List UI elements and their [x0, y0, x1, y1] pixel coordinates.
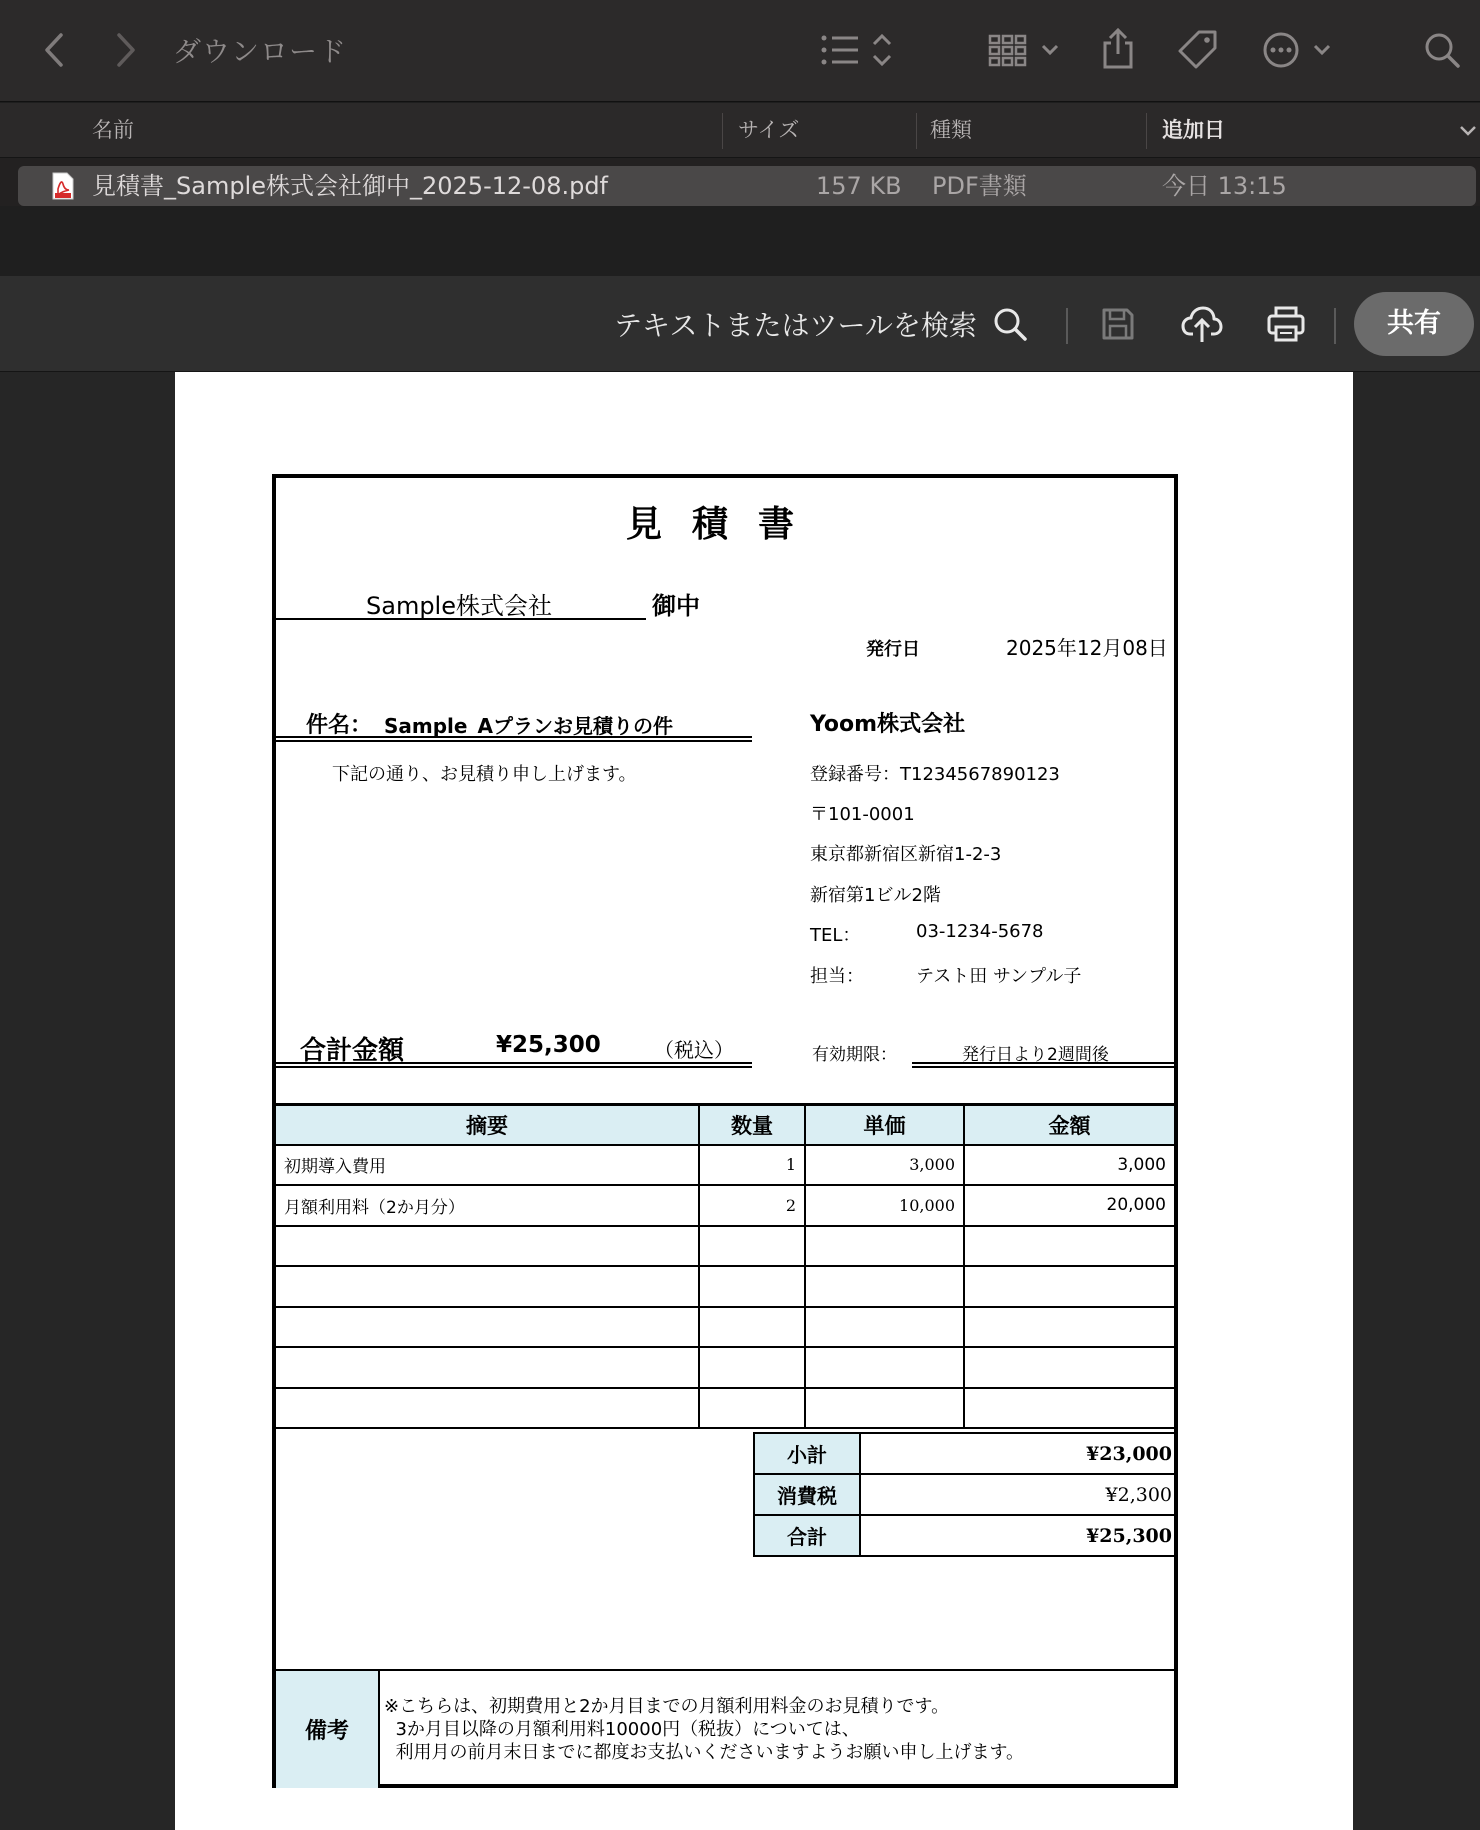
tax-value: ¥2,300 [860, 1474, 1174, 1515]
subtotal-row [754, 1433, 1174, 1474]
column-divider [722, 113, 723, 149]
document-area [0, 372, 1480, 1830]
more-actions-icon[interactable] [1262, 30, 1334, 70]
item-amount [964, 1307, 1174, 1348]
column-kind[interactable]: 種類 [930, 118, 972, 142]
intro-text: 下記の通り、お見積り申し上げます。 [332, 764, 637, 785]
save-icon[interactable] [1098, 304, 1138, 344]
table-row [276, 1307, 1174, 1348]
table-row [276, 1266, 1174, 1307]
recipient-name: Sample株式会社 [366, 592, 552, 620]
item-unit-price: 3,000 [805, 1145, 964, 1186]
forward-chevron-icon[interactable] [110, 28, 142, 72]
remarks-section [276, 1669, 1174, 1788]
item-description [276, 1266, 699, 1307]
item-amount: 3,000 [964, 1145, 1174, 1186]
item-unit-price: 10,000 [805, 1185, 964, 1226]
subject: Sample_Aプランお見積りの件 [384, 714, 673, 738]
subject-label: 件名： [306, 713, 373, 738]
item-description: 初期導入費用 [276, 1145, 699, 1186]
total-double-underline [276, 1062, 752, 1068]
table-row [276, 1226, 1174, 1267]
back-chevron-icon[interactable] [38, 28, 70, 72]
issuer-tel-label: TEL： [810, 925, 861, 946]
total-amount: ¥25,300 [496, 1032, 601, 1058]
tax-row [754, 1474, 1174, 1515]
group-view-icon[interactable] [988, 30, 1060, 70]
list-view-icon[interactable] [820, 30, 894, 70]
item-amount [964, 1266, 1174, 1307]
header-quantity: 数量 [699, 1105, 805, 1145]
issue-date: 2025年12月08日 [1006, 636, 1168, 660]
column-size[interactable]: サイズ [738, 118, 800, 142]
header-unit-price: 単価 [805, 1105, 964, 1145]
validity-double-underline [912, 1062, 1174, 1068]
file-kind: PDF書類 [932, 172, 1027, 200]
issuer-registration: 登録番号：T1234567890123 [810, 764, 1060, 785]
grand-total-label: 合計 [754, 1515, 860, 1556]
item-unit-price [805, 1388, 964, 1429]
recipient-honorific: 御中 [652, 592, 700, 620]
column-header [0, 103, 1480, 158]
subtotal-value: ¥23,000 [860, 1433, 1174, 1474]
validity-label: 有効期限： [812, 1045, 897, 1065]
pdf-page [175, 372, 1353, 1830]
table-row [276, 1145, 1174, 1186]
share-button[interactable]: 共有 [1354, 292, 1474, 356]
column-date-added[interactable]: 追加日 [1162, 118, 1225, 142]
pdf-toolbar [0, 276, 1480, 372]
remarks-label: 備考 [276, 1671, 380, 1788]
subtotal-label: 小計 [754, 1433, 860, 1474]
sort-chevron-icon[interactable] [1458, 121, 1478, 141]
item-description [276, 1388, 699, 1429]
search-icon[interactable] [1420, 28, 1464, 72]
file-size: 157 KB [816, 172, 902, 200]
search-icon[interactable] [990, 304, 1030, 344]
item-description [276, 1347, 699, 1388]
subject-double-underline [276, 736, 752, 742]
file-list [0, 158, 1480, 206]
item-quantity [699, 1347, 805, 1388]
item-amount [964, 1347, 1174, 1388]
remarks-line: ※こちらは、初期費用と2か月目までの月額利用料金のお見積りです。 [384, 1696, 950, 1717]
pdf-file-icon [52, 172, 74, 200]
issuer-address1: 東京都新宿区新宿1-2-3 [810, 844, 1002, 865]
table-row [276, 1388, 1174, 1429]
header-amount: 金額 [964, 1105, 1174, 1145]
issuer-contact-label: 担当： [810, 966, 864, 987]
column-divider [1146, 113, 1147, 149]
issue-date-label: 発行日 [866, 639, 920, 660]
item-amount: 20,000 [964, 1185, 1174, 1226]
file-name: 見積書_Sample株式会社御中_2025-12-08.pdf [92, 172, 609, 200]
item-description [276, 1226, 699, 1267]
item-unit-price [805, 1307, 964, 1348]
total-amount-label: 合計金額 [300, 1036, 405, 1066]
issuer-postal: 〒101-0001 [810, 804, 915, 825]
grand-total-value: ¥25,300 [860, 1515, 1174, 1556]
column-divider [916, 113, 917, 149]
cloud-upload-icon[interactable] [1180, 302, 1224, 346]
items-table [276, 1103, 1174, 1429]
column-name[interactable]: 名前 [92, 118, 134, 142]
document-title: 見積書 [625, 504, 824, 545]
tool-search-label[interactable]: テキストまたはツールを検索 [614, 309, 977, 342]
file-date-added: 今日 13:15 [1162, 172, 1287, 200]
item-unit-price [805, 1266, 964, 1307]
toolbar-divider [1066, 308, 1068, 344]
remarks-text [384, 1695, 1024, 1764]
item-unit-price [805, 1226, 964, 1267]
share-icon[interactable] [1100, 26, 1136, 72]
validity: 発行日より2週間後 [962, 1045, 1109, 1065]
item-description: 月額利用料（2か月分） [276, 1185, 699, 1226]
item-amount [964, 1388, 1174, 1429]
item-amount [964, 1226, 1174, 1267]
item-quantity [699, 1226, 805, 1267]
item-quantity: 2 [699, 1185, 805, 1226]
header-description: 摘要 [276, 1105, 699, 1145]
file-row[interactable] [18, 166, 1476, 206]
item-unit-price [805, 1347, 964, 1388]
window-gap [0, 206, 1480, 276]
remarks-line: 3か月目以降の月額利用料10000円（税抜）については、 [384, 1719, 860, 1740]
tax-included-note: （税込） [654, 1038, 734, 1062]
totals-table [753, 1432, 1174, 1557]
toolbar-divider [1334, 308, 1336, 344]
issuer-contact: テスト田 サンプル子 [916, 966, 1082, 987]
issuer-tel: 03-1234-5678 [916, 921, 1044, 942]
table-row [276, 1347, 1174, 1388]
tag-icon[interactable] [1176, 28, 1220, 72]
folder-title: ダウンロード [173, 35, 348, 68]
item-description [276, 1307, 699, 1348]
tax-label: 消費税 [754, 1474, 860, 1515]
print-icon[interactable] [1264, 302, 1308, 346]
grand-total-row [754, 1515, 1174, 1556]
item-quantity [699, 1307, 805, 1348]
issuer-company: Yoom株式会社 [810, 712, 966, 737]
estimate-sheet [272, 474, 1178, 1788]
item-quantity [699, 1266, 805, 1307]
item-quantity [699, 1388, 805, 1429]
table-row [276, 1185, 1174, 1226]
issuer-address2: 新宿第1ビル2階 [810, 885, 941, 906]
items-header-row [276, 1105, 1174, 1145]
item-quantity: 1 [699, 1145, 805, 1186]
finder-toolbar [0, 0, 1480, 102]
recipient-underline [276, 618, 646, 620]
remarks-line: 利用月の前月末日までに都度お支払いくださいますようお願い申し上げます。 [384, 1742, 1024, 1763]
